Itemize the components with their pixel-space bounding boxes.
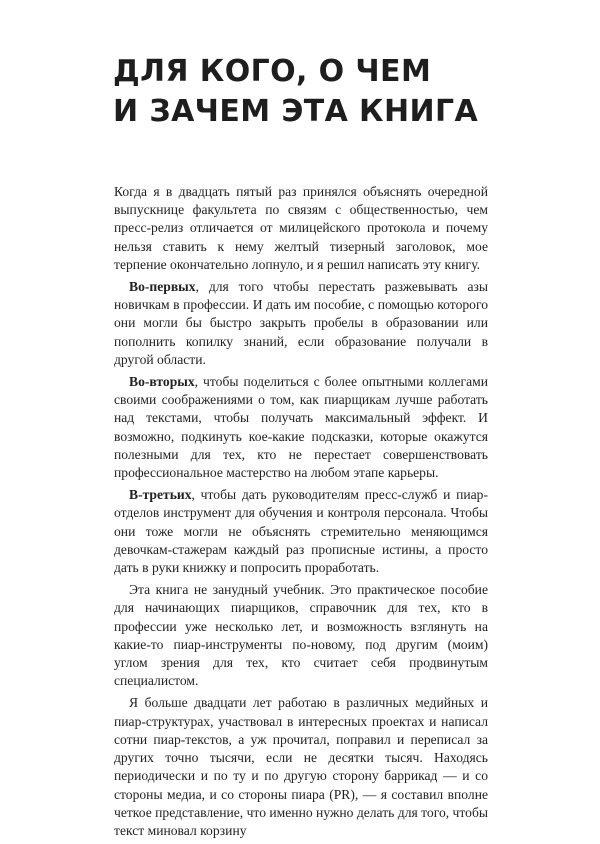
paragraph-intro (114, 183, 488, 274)
paragraph-text: Эта книга не занудный учебник. Это практическое пособие для начинающих пиарщиков, справочник для тех, кто в профессии уже несколько лет, и возможность взглянуть на какие-то пиар-инструменты по-новому, под другим (моим) углом зрения для тех, кто считает себя продвинутым специалистом. (114, 582, 488, 689)
paragraph-text: , чтобы дать руководителям пресс-служб и пиар-отделов инструмент для обучения и контроля персонала. Чтобы они тоже могли не объяснять стремительно меняющимся девочкам-стажерам каждый раз прописные истины, а просто дать в руки книжку и попросить проработать. (114, 487, 488, 576)
paragraph-text: Когда я в двадцать пятый раз принялся объяснять очередной выпускнице факультета по связям с общественностью, чем пресс-релиз отличается от милицейского протокола и почему нельзя ставить к нему желтый тизерный заголовок, мое терпение окончательно лопнуло, и я решил написать эту книгу. (114, 184, 488, 272)
paragraph-third-reason (114, 486, 488, 577)
paragraph-lead: Во-вторых (129, 374, 195, 390)
paragraph-second-reason (114, 373, 488, 482)
paragraph-text: , для того чтобы перестать разжевывать азы новичкам в профессии. И дать им пособие, с помощью которого они могли бы быстро закрыть пробелы в образовании или пополнить копилку знаний, если образование получали в другой области. (114, 279, 488, 367)
chapter-title-line-2: И ЗАЧЕМ ЭТА КНИГА (113, 94, 479, 129)
paragraph-lead: Во-первых (129, 279, 196, 295)
paragraph-author-experience (114, 694, 488, 840)
paragraph-lead: В-третьих (129, 487, 192, 503)
paragraph-text: , чтобы поделиться с более опытными коллегами своими соображениями о том, как пиарщикам лучше работать над текстами, чтобы получать максимальный эффект. И возможно, подкинуть кое-какие подсказки, которые окажутся полезными для тех, кто не перестает совершенствовать профессиональное мастерство на любом этапе карьеры. (114, 374, 488, 481)
paragraph-first-reason (114, 278, 488, 369)
chapter-title (113, 52, 533, 132)
paragraph-book-purpose (114, 581, 488, 690)
paragraph-text: Я больше двадцати лет работаю в различных медийных и пиар-структурах, участвовал в интересных проектах и написал сотни пиар-текстов, а уж прочитал, поправил и переписал за других точно тысячи, если не десятки тысяч. Находясь периодически и по ту и по другую сторону баррикад — и со стороны медиа, и со стороны пиара (PR), — я составил вполне четкое представление, что именно нужно делать для того, чтобы текст миновал корзину (114, 695, 488, 838)
chapter-title-line-1: ДЛЯ КОГО, О ЧЕМ (113, 54, 432, 89)
body-text (114, 183, 488, 844)
